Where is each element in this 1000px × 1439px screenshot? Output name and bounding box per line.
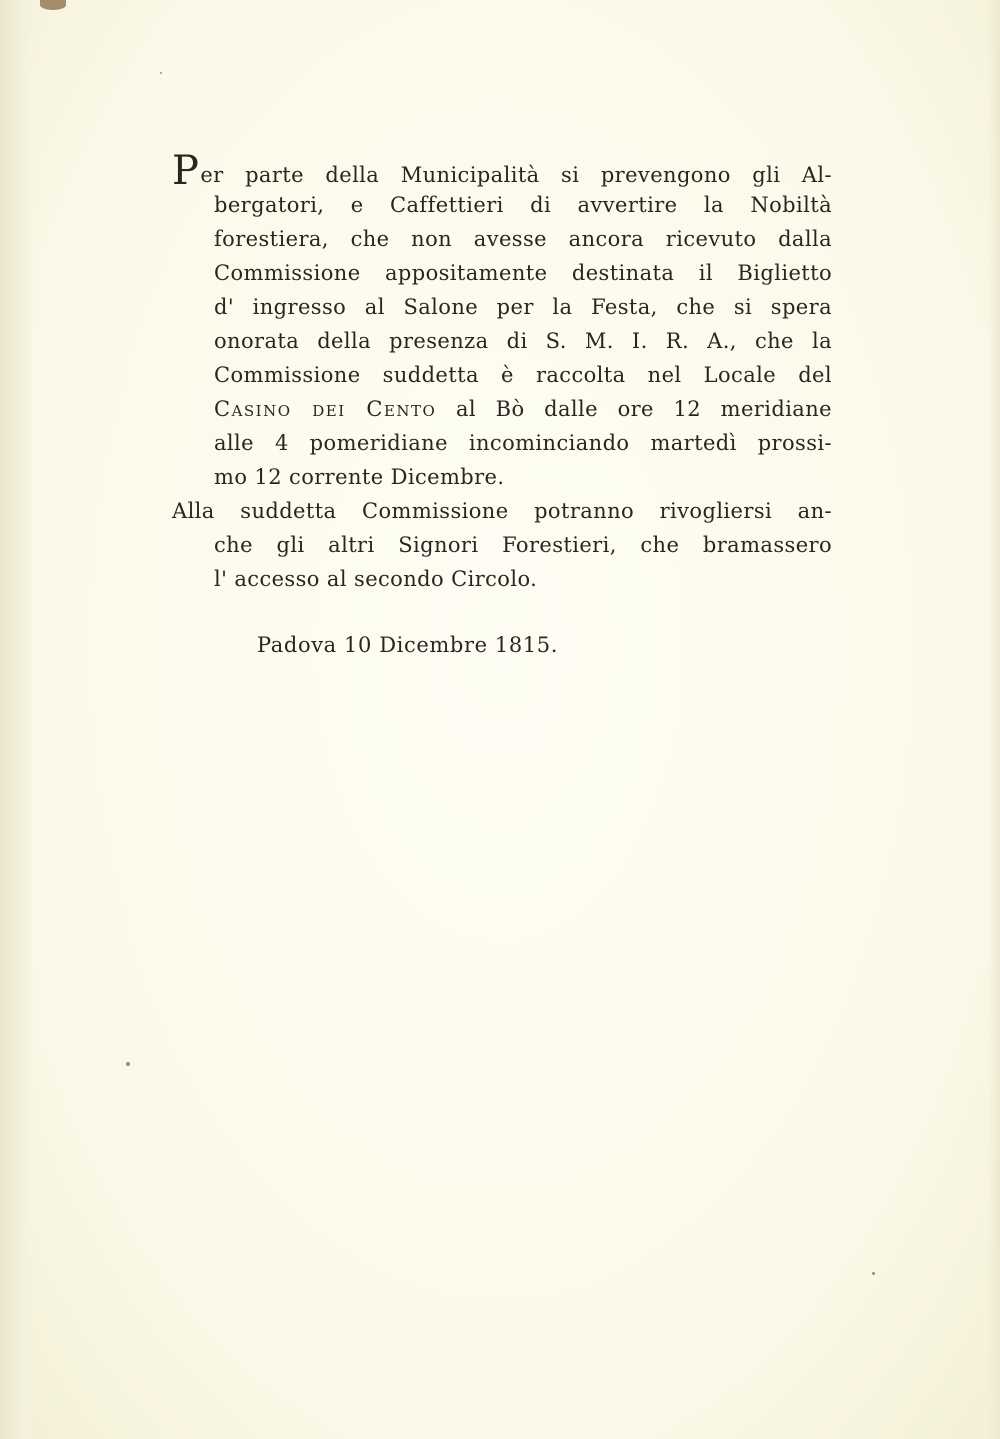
drop-cap: P <box>172 148 200 194</box>
notice-line: Commissione suddetta è raccolta nel Locale del <box>214 363 832 387</box>
notice-line: bergatori, e Caffettieri di avvertire la Nobiltà <box>214 193 832 217</box>
notice-body <box>172 148 832 596</box>
notice-line: mo 12 corrente Dicembre. <box>214 465 505 489</box>
paper-speck <box>872 1272 875 1275</box>
date-line: Padova 10 Dicembre 1815. <box>257 633 559 657</box>
notice-line <box>172 148 832 194</box>
paper-speck <box>160 72 162 74</box>
notice-line: d' ingresso al Salone per la Festa, che si spera <box>214 295 832 319</box>
location-name: Casino dei Cento <box>214 397 437 421</box>
notice-line: alle 4 pomeridiane incominciando martedì prossi- <box>214 431 832 455</box>
notice-line: onorata della presenza di S. M. I. R. A., che la <box>214 329 832 353</box>
page-edge-right <box>988 0 1000 1439</box>
page-edge-left <box>0 0 34 1439</box>
notice-line <box>172 392 832 426</box>
notice-line: Alla suddetta Commissione potranno rivogliersi an- <box>172 499 832 523</box>
notice-line: che gli altri Signori Forestieri, che bramassero <box>214 533 832 557</box>
notice-line-text: er parte della Municipalità si prevengono gli Al- <box>200 163 832 187</box>
ink-stain <box>40 0 66 10</box>
notice-line: forestiera, che non avesse ancora ricevuto dalla <box>214 227 832 251</box>
notice-line-text: al Bò dalle ore 12 meridiane <box>436 397 832 421</box>
paper-speck <box>126 1062 130 1066</box>
notice-line: Commissione appositamente destinata il Biglietto <box>214 261 832 285</box>
notice-line: l' accesso al secondo Circolo. <box>214 567 538 591</box>
